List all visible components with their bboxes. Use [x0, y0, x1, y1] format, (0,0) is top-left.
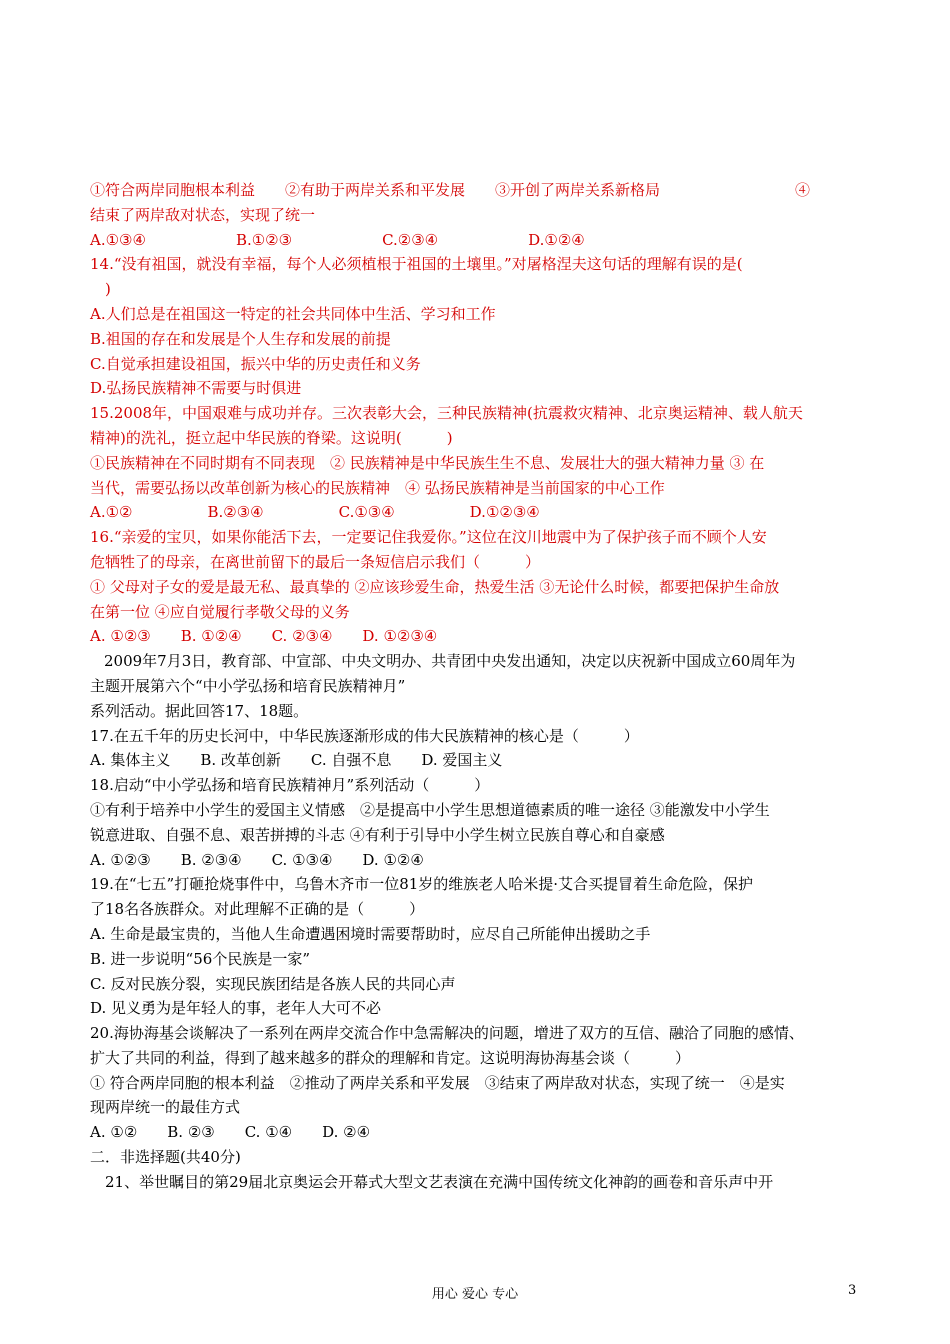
text-line: ① 父母对子女的爱是最无私、最真挚的 ②应该珍爱生命，热爱生活 ③无论什么时候，都要把保护生命放 — [90, 577, 780, 596]
text-line: 扩大了共同的利益，得到了越来越多的群众的理解和肯定。这说明海协海基会谈（ ） — [90, 1048, 691, 1067]
page-number: 3 — [848, 1283, 857, 1298]
option-d: D. 见义勇为是年轻人的事，老年人大可不必 — [90, 999, 382, 1018]
text-line: ①有利于培养中小学生的爱国主义情感 ②是提高中小学生思想道德素质的唯一途径 ③能激发中小学生 — [90, 800, 770, 819]
option-b: B. 进一步说明“56个民族是一家” — [90, 949, 310, 968]
text-line: 在第一位 ④应自觉履行孝敬父母的义务 — [90, 602, 350, 621]
text-line: 结束了两岸敌对状态，实现了统一 — [90, 205, 316, 224]
question-18: 18.启动“中小学弘扬和培育民族精神月”系列活动（ ） — [90, 776, 490, 795]
question-20: 20.海协海基会谈解决了一系列在两岸交流合作中急需解决的问题，增进了双方的互信、融洽了同胞的感情、 — [90, 1024, 804, 1043]
option-c: C.自觉承担建设祖国，振兴中华的历史责任和义务 — [90, 354, 421, 373]
text-line: 了18名各族群众。对此理解不正确的是（ ） — [90, 900, 425, 919]
passage-line: 2009年7月3日，教育部、中宣部、中央文明办、共青团中央发出通知，决定以庆祝新中国成立60周年为 — [104, 652, 796, 671]
text-line: 锐意进取、自强不息、艰苦拼搏的斗志 ④有利于引导中小学生树立民族自尊心和自豪感 — [90, 825, 665, 844]
question-21: 21、举世瞩目的第29届北京奥运会开幕式大型文艺表演在充满中国传统文化神韵的画卷和音乐声中开 — [90, 1172, 774, 1191]
answer-options: A. ①② B. ②③ C. ①④ D. ②④ — [90, 1123, 371, 1142]
text-line: ①符合两岸同胞根本利益 ②有助于两岸关系和平发展 ③开创了两岸关系新格局 ④ — [90, 181, 811, 199]
text-line: 精神)的洗礼，挺立起中华民族的脊梁。这说明( ) — [90, 428, 453, 447]
option-a: A.人们总是在祖国这一特定的社会共同体中生活、学习和工作 — [90, 304, 496, 323]
document-body — [90, 178, 860, 1195]
text-line: ①民族精神在不同时期有不同表现 ② 民族精神是中华民族生生不息、发展壮大的强大精神力量 ③ 在 — [90, 453, 765, 472]
passage-line: 主题开展第六个“中小学弘扬和培育民族精神月” — [90, 676, 406, 695]
option-a: A. 生命是最宝贵的，当他人生命遭遇困境时需要帮助时，应尽自己所能伸出援助之手 — [90, 924, 651, 943]
question-17: 17.在五千年的历史长河中，中华民族逐渐形成的伟大民族精神的核心是（ ） — [90, 726, 639, 745]
answer-options: A.①② B.②③④ C.①③④ D.①②③④ — [90, 503, 540, 522]
section-heading: 二．非选择题(共40分) — [90, 1148, 241, 1167]
text-line: 现两岸统一的最佳方式 — [90, 1098, 241, 1117]
question-16: 16.“亲爱的宝贝，如果你能活下去，一定要记住我爱你。”这位在汶川地震中为了保护孩子而不顾个人安 — [90, 528, 767, 547]
answer-options: A. ①②③ B. ②③④ C. ①③④ D. ①②④ — [90, 850, 424, 869]
passage-line: 系列活动。据此回答17、18题。 — [90, 701, 309, 720]
text-line: 危牺牲了的母亲，在离世前留下的最后一条短信启示我们（ ） — [90, 552, 541, 571]
option-c: C. 反对民族分裂，实现民族团结是各族人民的共同心声 — [90, 974, 456, 993]
text-line: ) — [90, 280, 111, 299]
answer-options: A. 集体主义 B. 改革创新 C. 自强不息 D. 爱国主义 — [90, 751, 503, 770]
answer-options: A. ①②③ B. ①②④ C. ②③④ D. ①②③④ — [90, 627, 438, 646]
option-b: B.祖国的存在和发展是个人生存和发展的前提 — [90, 329, 391, 348]
text-line: ① 符合两岸同胞的根本利益 ②推动了两岸关系和平发展 ③结束了两岸敌对状态，实现了统一 ④是实 — [90, 1073, 785, 1092]
question-19: 19.在“七五”打砸抢烧事件中，乌鲁木齐市一位81岁的维族老人哈米提·艾合买提冒着生命危险，保护 — [90, 875, 754, 894]
answer-options: A.①③④ B.①②③ C.②③④ D.①②④ — [90, 230, 585, 249]
page-footer: 用心 爱心 专心 — [431, 1287, 519, 1302]
question-14: 14.“没有祖国，就没有幸福，每个人必须植根于祖国的土壤里。”对屠格涅夫这句话的理解有误的是( — [90, 255, 743, 274]
question-15: 15.2008年，中国艰难与成功并存。三次表彰大会，三种民族精神(抗震救灾精神、北京奥运精神、载人航天 — [90, 404, 803, 423]
text-line: 当代，需要弘扬以改革创新为核心的民族精神 ④ 弘扬民族精神是当前国家的中心工作 — [90, 478, 665, 497]
option-d: D.弘扬民族精神不需要与时俱进 — [90, 379, 302, 398]
